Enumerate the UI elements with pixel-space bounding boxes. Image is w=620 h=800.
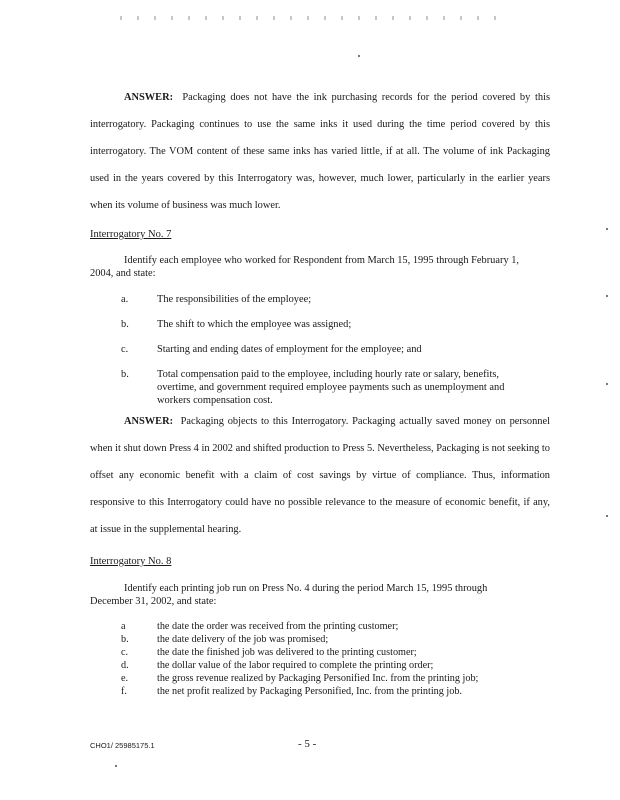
list-item <box>121 672 541 685</box>
item-letter: a <box>121 621 126 632</box>
answer-text: Packaging does not have the ink purchasing records for the period covered by this interrogatory. Packaging continues to use the same inks it used during the time period covered by this interrogatory. The VOM content of these same inks has varied little, if at all. The volume of ink Packaging used in the years covered by this Interrogatory was, however, much lower, particularly in the earlier years when its volume of business was much lower. <box>90 92 550 211</box>
item-letter: e. <box>121 673 129 684</box>
item-text: The shift to which the employee was assigned; <box>157 319 352 330</box>
document-id-footer: CHO1/ 25985175.1 <box>90 741 155 750</box>
item-text: Total compensation paid to the employee, including hourly rate or salary, benefits, overtime, and government required employee payments such as unemployment and workers compensation cost. <box>157 369 505 406</box>
scan-speck <box>606 515 608 517</box>
scan-speck <box>606 295 608 297</box>
interrogatory-8-intro: Identify each printing job run on Press No. 4 during the period March 15, 1995 through December 31, 2002, and state: <box>90 583 488 607</box>
scan-speck <box>606 228 608 230</box>
interrogatory-7-list <box>121 293 521 407</box>
scan-speck <box>606 383 608 385</box>
list-item <box>121 620 541 633</box>
scan-artifact-line <box>120 16 500 20</box>
scan-speck <box>115 765 117 767</box>
answer-text: Packaging objects to this Interrogatory. Packaging actually saved money on personnel when it shut down Press 4 in 2002 and shifted production to Press 5. Nevertheless, Packaging is not seeking to offset any economic benefit with a claim of cost savings by virtue of compliance. Thus, information responsive to this Interrogatory could have no possible relevance to the measure of economic benefit, if any, at issue in the supplemental hearing. <box>90 416 550 535</box>
interrogatory-8-list <box>121 620 541 698</box>
answer-label: ANSWER: <box>124 92 174 103</box>
list-item <box>121 633 541 646</box>
item-text: Starting and ending dates of employment for the employee; and <box>157 344 422 355</box>
item-letter: b. <box>121 319 129 330</box>
item-letter: d. <box>121 660 129 671</box>
list-item <box>121 659 541 672</box>
interrogatory-7-heading: Interrogatory No. 7 <box>90 229 172 240</box>
item-text: the date delivery of the job was promised; <box>157 634 329 645</box>
item-text: the gross revenue realized by Packaging Personified Inc. from the printing job; <box>157 673 479 684</box>
item-letter: c. <box>121 344 129 355</box>
answer-label: ANSWER: <box>124 416 174 427</box>
item-text: The responsibilities of the employee; <box>157 294 312 305</box>
item-text: the dollar value of the labor required to complete the printing order; <box>157 660 434 671</box>
list-item <box>121 318 521 331</box>
list-item <box>121 293 521 306</box>
answer-paragraph-1 <box>90 84 550 219</box>
item-letter: b. <box>121 634 129 645</box>
item-text: the net profit realized by Packaging Personified, Inc. from the printing job. <box>157 686 462 697</box>
list-item <box>121 646 541 659</box>
answer-paragraph-2 <box>90 408 550 543</box>
item-letter: f. <box>121 686 127 697</box>
list-item <box>121 343 521 356</box>
interrogatory-7-intro: Identify each employee who worked for Respondent from March 15, 1995 through February 1, 2004, and state: <box>90 255 520 279</box>
item-letter: c. <box>121 647 129 658</box>
item-text: the date the order was received from the printing customer; <box>157 621 399 632</box>
page-number: - 5 - <box>298 738 317 750</box>
interrogatory-8-heading: Interrogatory No. 8 <box>90 556 172 567</box>
list-item <box>121 685 541 698</box>
scan-speck <box>358 55 360 57</box>
list-item <box>121 368 521 407</box>
item-letter: a. <box>121 294 129 305</box>
item-letter: b. <box>121 369 129 380</box>
item-text: the date the finished job was delivered to the printing customer; <box>157 647 417 658</box>
